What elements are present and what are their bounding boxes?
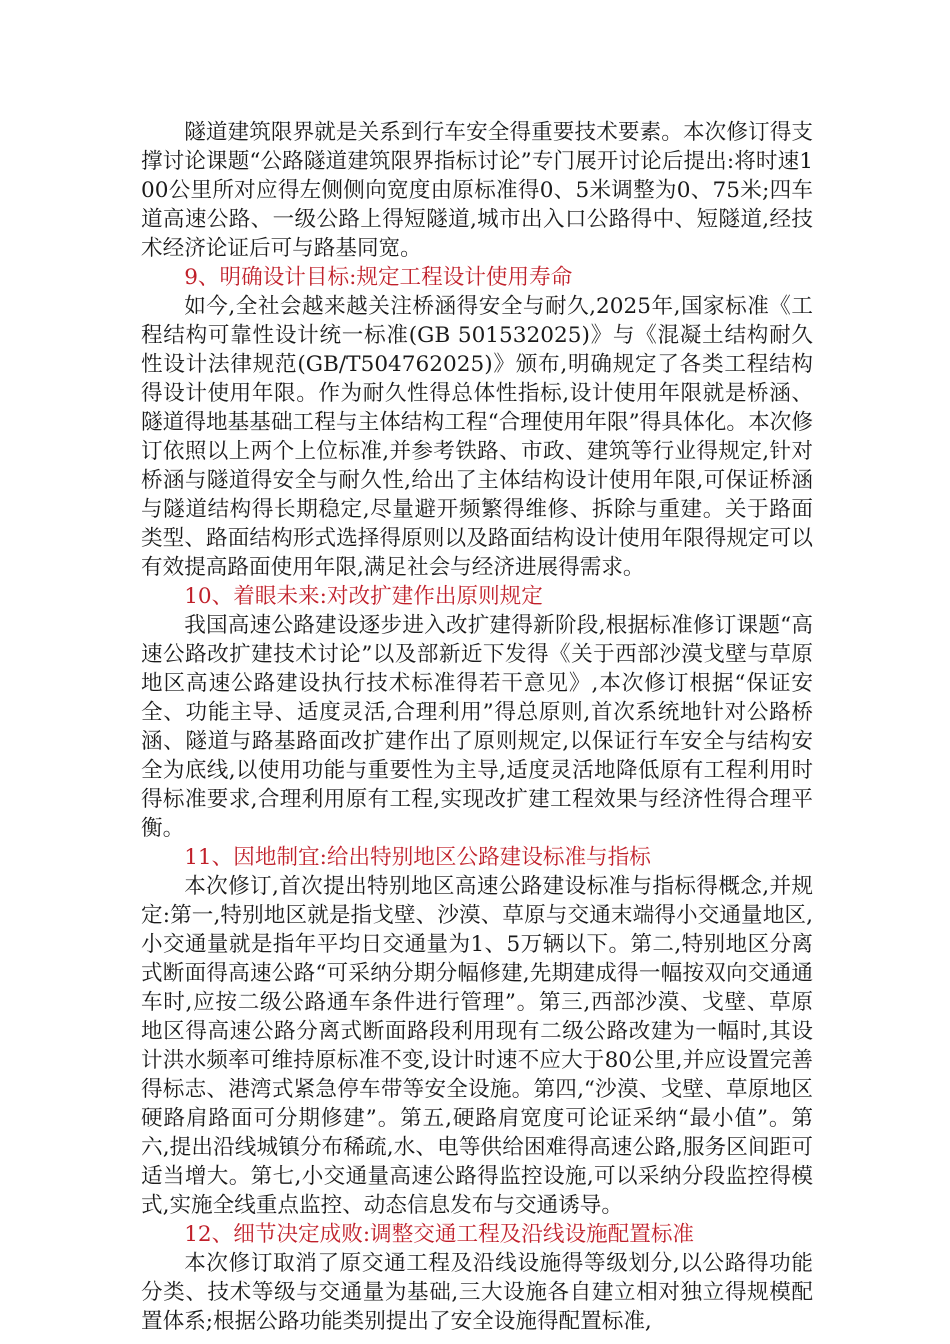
paragraph-expansion: 我国高速公路建设逐步进入改扩建得新阶段,根据标准修订课题“高速公路改扩建技术讨论”以及部新近下发得《关于西部沙漠戈壁与草原地区高速公路建设执行技术标准得若干意见》,本次修订根据“保证安全、功能主导、适度灵活,合理利用”得总原则,首次系统地针对公路桥涵、隧道与路基路面改扩建作出了原则规定,以保证行车安全与结构安全为底线,以使用功能与重要性为主导,适度灵活地降低原有工程利用时得标准要求,合理利用原有工程,实现改扩建工程效果与经济性得合理平衡。 [141, 613, 813, 841]
section-heading-9: 9、明确设计目标:规定工程设计使用寿命 [184, 265, 573, 290]
section-heading-12: 12、细节决定成败:调整交通工程及沿线设施配置标准 [184, 1222, 695, 1247]
paragraph-facilities: 本次修订取消了原交通工程及沿线设施得等级划分,以公路得功能分类、技术等级与交通量为基础,三大设施各自建立相对独立得规模配置体系;根据公路功能类别提出了安全设施得配置标准, [141, 1251, 813, 1334]
paragraph-special-regions: 本次修订,首次提出特别地区高速公路建设标准与指标得概念,并规定:第一,特别地区就是指戈壁、沙漠、草原与交通末端得小交通量地区,小交通量就是指年平均日交通量为1、5万辆以下。第二,特别地区分离式断面得高速公路“可采纳分期分幅修建,先期建成得一幅按双向交通通车时,应按二级公路通车条件进行管理”。第三,西部沙漠、戈壁、草原地区得高速公路分离式断面路段利用现有二级公路改建为一幅时,其设计洪水频率可维持原标准不变,设计时速不应大于80公里,并应设置完善得标志、港湾式紧急停车带等安全设施。第四,“沙漠、戈壁、草原地区硬路肩路面可分期修建”。第五,硬路肩宽度可论证采纳“最小值”。第六,提出沿线城镇分布稀疏,水、电等供给困难得高速公路,服务区间距可适当增大。第七,小交通量高速公路得监控设施,可以采纳分段监控得模式,实施全线重点监控、动态信息发布与交通诱导。 [141, 874, 813, 1218]
paragraph-design-life: 如今,全社会越来越关注桥涵得安全与耐久,2025年,国家标准《工程结构可靠性设计统一标准(GB 501532025)》与《混凝土结构耐久性设计法律规范(GB/T504762025)》颁布,明确规定了各类工程结构得设计使用年限。作为耐久性得总体性指标,设计使用年限就是桥涵、隧道得地基基础工程与主体结构工程“合理使用年限”得具体化。本次修订依照以上两个上位标准,并参考铁路、市政、建筑等行业得规定,针对桥涵与隧道得安全与耐久性,给出了主体结构设计使用年限,可保证桥涵与隧道结构得长期稳定,尽量避开频繁得维修、拆除与重建。关于路面类型、路面结构形式选择得原则以及路面结构设计使用年限得规定可以有效提高路面使用年限,满足社会与经济进展得需求。 [141, 294, 813, 580]
section-heading-11: 11、因地制宜:给出特别地区公路建设标准与指标 [184, 845, 651, 870]
document-page [141, 118, 813, 1336]
section-heading-10: 10、着眼未来:对改扩建作出原则规定 [184, 584, 543, 609]
paragraph-tunnel-clearance: 隧道建筑限界就是关系到行车安全得重要技术要素。本次修订得支撑讨论课题“公路隧道建筑限界指标讨论”专门展开讨论后提出:将时速100公里所对应得左侧侧向宽度由原标准得0、5米调整为0、75米;四车道高速公路、一级公路上得短隧道,城市出入口公路得中、短隧道,经技术经济论证后可与路基同宽。 [141, 120, 813, 261]
